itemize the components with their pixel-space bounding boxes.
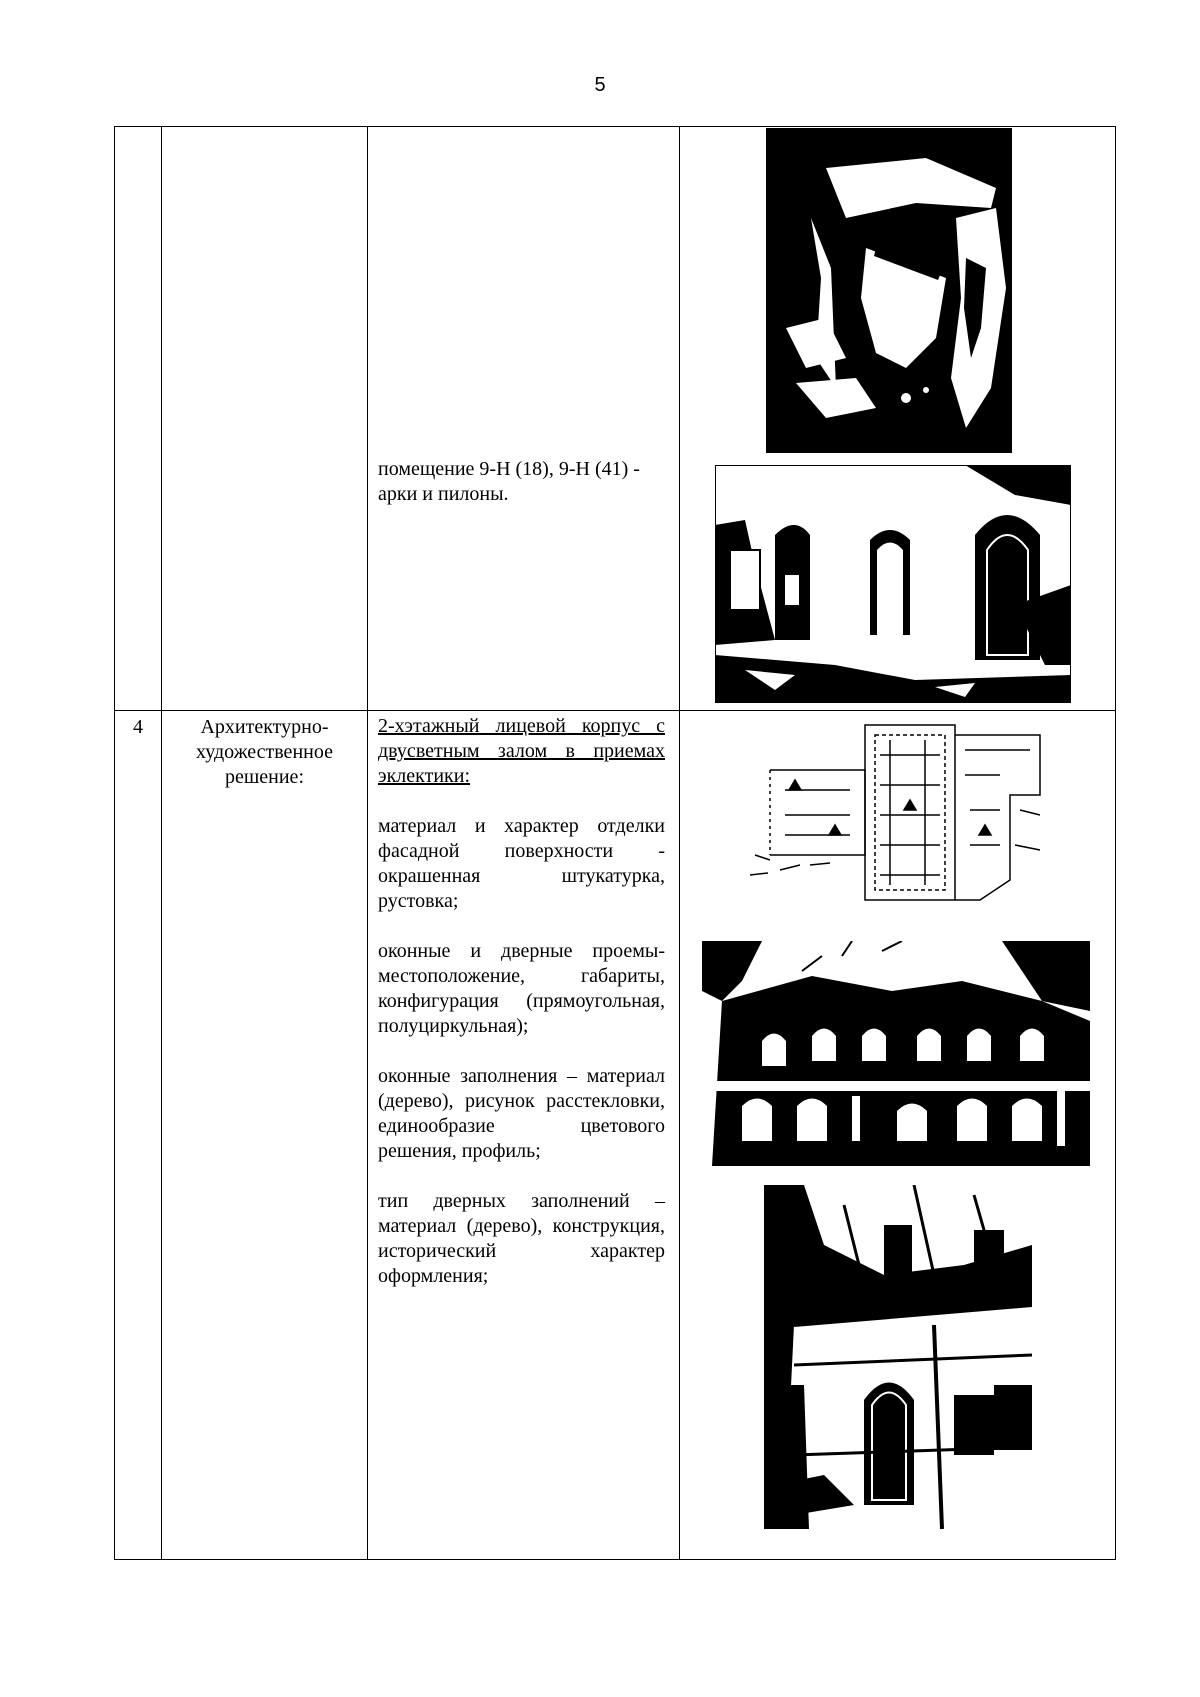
- table-row: [115, 711, 1116, 1560]
- corner-facade-photo: [764, 1185, 1032, 1529]
- section-heading: 2-хэтажный лицевой корпус с двусветным залом в приемах эклектики:: [378, 715, 665, 787]
- list-item: тип дверных заполнений – материал (дерево), конструкция, исторический характер оформления;: [378, 1190, 665, 1287]
- arches-and-pylons-photo: [715, 465, 1071, 703]
- table-row: [115, 127, 1116, 711]
- row-label-cell: [162, 127, 368, 711]
- row-photo-cell: [680, 127, 1116, 711]
- ruined-interior-photo: [766, 128, 1012, 453]
- list-item: оконные и дверные проемы-местоположение, габариты, конфигурация (прямоугольная, полуциркульная);: [378, 940, 665, 1037]
- row-label-cell: Архитектурно-художественное решение:: [162, 711, 368, 1560]
- heritage-table: [114, 126, 1116, 1560]
- row-number-cell: [115, 127, 162, 711]
- floor-plan-drawing: [740, 715, 1050, 915]
- facade-photo: [702, 941, 1090, 1173]
- row-text-cell: [368, 127, 680, 711]
- row-photo-cell: [680, 711, 1116, 1560]
- rooms-text: помещение 9-Н (18), 9-Н (41) - арки и пилоны.: [378, 458, 640, 505]
- list-item: материал и характер отделки фасадной поверхности - окрашенная штукатурка, рустовка;: [378, 815, 665, 912]
- list-item: оконные заполнения – материал (дерево), рисунок расстекловки, единообразие цветового решения, профиль;: [378, 1065, 665, 1162]
- row-number-cell: 4: [115, 711, 162, 1560]
- page-number: 5: [594, 74, 606, 96]
- row-text-cell: [368, 711, 680, 1560]
